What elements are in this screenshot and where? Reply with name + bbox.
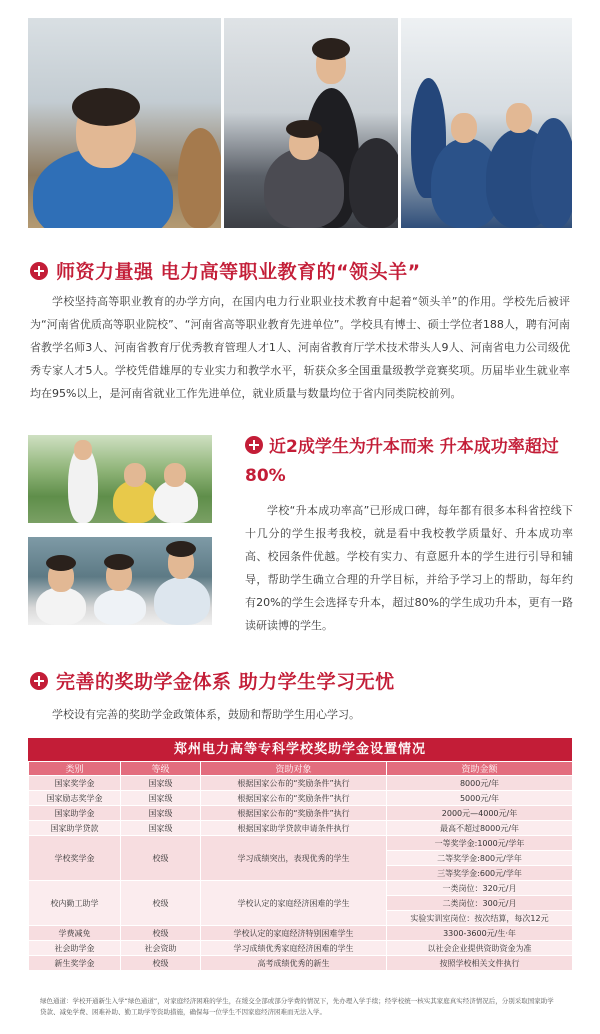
table-row bbox=[29, 956, 573, 971]
section1-body: 学校坚持高等职业教育的办学方向，在国内电力行业职业技术教育中起着“领头羊”的作用。学校先后被评为“河南省优质高等职业院校”、“河南省高等职业教育先进单位”。学校具有博士、硕士学位者188人，聘有河南省教学名师3人、河南省教育厅优秀教育管理人才1人、河南省教育厅学术技术带头人9人、河南省电力公司级优秀专家人才5人。学校凭借雄厚的专业实力和教学水平，斩获众多全国重量级教学竞赛奖项。历届毕业生就业率均在95%以上，是河南省就业工作先进单位，就业质量与数量均位于省内同类院校前列。 bbox=[30, 295, 570, 400]
cell: 学校奖学金 bbox=[29, 836, 121, 881]
cell: 国家级 bbox=[121, 806, 201, 821]
cell: 学校认定的家庭经济困难的学生 bbox=[201, 881, 387, 926]
col-header: 等级 bbox=[121, 762, 201, 776]
cell: 2000元—4000元/年 bbox=[387, 806, 573, 821]
photo-students-group bbox=[28, 537, 212, 625]
cell: 国家级 bbox=[121, 821, 201, 836]
cell: 根据国家公布的“奖励条件”执行 bbox=[201, 776, 387, 791]
section2-heading bbox=[245, 433, 575, 491]
cell: 学费减免 bbox=[29, 926, 121, 941]
cell: 校内勤工助学 bbox=[29, 881, 121, 926]
cell: 校级 bbox=[121, 926, 201, 941]
section3-body: 学校设有完善的奖助学金政策体系，鼓励和帮助学生用心学习。 bbox=[52, 708, 360, 721]
bullet-icon bbox=[30, 262, 48, 280]
cell: 一类岗位：320元/月 bbox=[387, 881, 573, 896]
section2-body: 学校“升本成功率高”已形成口碑，每年都有很多本科省控线下十几分的学生报考我校，就是看中我校教学质量好、升本成功率高、校园条件优越。学校有实力、有意愿升本的学生进行引导和辅导，帮助学生确立合理的升学目标，并给予学习上的帮助，每年约有20%的学生会选择专升本，超过80%的学生成功升本，更有一路读研读博的学生。 bbox=[245, 504, 573, 632]
cell: 二等奖学金:800元/学年 bbox=[387, 851, 573, 866]
cell: 三等奖学金:600元/学年 bbox=[387, 866, 573, 881]
cell: 按照学校相关文件执行 bbox=[387, 956, 573, 971]
cell: 5000元/年 bbox=[387, 791, 573, 806]
table-row bbox=[29, 791, 573, 806]
cell: 8000元/年 bbox=[387, 776, 573, 791]
section3-heading bbox=[30, 667, 395, 694]
table-row bbox=[29, 926, 573, 941]
table-row bbox=[29, 881, 573, 896]
cell: 实验实训室岗位：按次结算，每次12元 bbox=[387, 911, 573, 926]
cell: 根据国家公布的“奖励条件”执行 bbox=[201, 791, 387, 806]
cell: 根据国家公布的“奖励条件”执行 bbox=[201, 806, 387, 821]
table-row bbox=[29, 821, 573, 836]
cell: 校级 bbox=[121, 881, 201, 926]
photo-training-room bbox=[401, 18, 572, 228]
cell: 一等奖学金:1000元/学年 bbox=[387, 836, 573, 851]
table-row bbox=[29, 836, 573, 851]
table-row bbox=[29, 941, 573, 956]
cell: 国家励志奖学金 bbox=[29, 791, 121, 806]
section3-title: 完善的奖助学金体系 助力学生学习无忧 bbox=[56, 671, 395, 693]
top-photo-strip bbox=[28, 18, 572, 228]
cell: 学习成绩优秀家庭经济困难的学生 bbox=[201, 941, 387, 956]
photo-students-outdoor bbox=[28, 435, 212, 523]
cell: 根据国家助学贷款申请条件执行 bbox=[201, 821, 387, 836]
cell: 高考成绩优秀的新生 bbox=[201, 956, 387, 971]
cell: 校级 bbox=[121, 956, 201, 971]
cell: 国家助学贷款 bbox=[29, 821, 121, 836]
cell: 国家助学金 bbox=[29, 806, 121, 821]
cell: 社会资助 bbox=[121, 941, 201, 956]
section2-title: 近2成学生为升本而来 升本成功率超过80% bbox=[245, 437, 559, 486]
cell: 国家奖学金 bbox=[29, 776, 121, 791]
bullet-icon bbox=[30, 672, 48, 690]
table-row bbox=[29, 806, 573, 821]
cell: 最高不超过8000元/年 bbox=[387, 821, 573, 836]
cell: 二类岗位：300元/月 bbox=[387, 896, 573, 911]
cell: 国家级 bbox=[121, 776, 201, 791]
col-header: 资助对象 bbox=[201, 762, 387, 776]
table-row bbox=[29, 776, 573, 791]
cell: 学校认定的家庭经济特别困难学生 bbox=[201, 926, 387, 941]
photo-student-library bbox=[28, 18, 221, 228]
cell: 社会助学金 bbox=[29, 941, 121, 956]
section1-heading bbox=[30, 257, 421, 284]
footnote: 绿色通道：学校开通新生入学“绿色通道”，对家庭经济困难的学生，在缓交全部或部分学费的情况下，先办理入学手续；经学校统一核实其家庭真实经济情况后，分别采取国家助学贷款、减免学费、困难补助、勤工助学等资助措施，确保每一位学生不因家庭经济困难而无法入学。 bbox=[40, 997, 554, 1016]
bullet-icon bbox=[245, 436, 263, 454]
cell: 以社会企业提供资助资金为准 bbox=[387, 941, 573, 956]
cell: 3300-3600元/生·年 bbox=[387, 926, 573, 941]
photo-computer-lab bbox=[224, 18, 398, 228]
table-header-row bbox=[29, 762, 573, 776]
cell: 校级 bbox=[121, 836, 201, 881]
cell: 新生奖学金 bbox=[29, 956, 121, 971]
col-header: 类别 bbox=[29, 762, 121, 776]
cell: 国家级 bbox=[121, 791, 201, 806]
scholarship-table bbox=[28, 738, 572, 971]
section1-title: 师资力量强 电力高等职业教育的“领头羊” bbox=[56, 261, 421, 283]
col-header: 资助金额 bbox=[387, 762, 573, 776]
cell: 学习成绩突出，表现优秀的学生 bbox=[201, 836, 387, 881]
table-title: 郑州电力高等专科学校奖助学金设置情况 bbox=[28, 738, 572, 761]
